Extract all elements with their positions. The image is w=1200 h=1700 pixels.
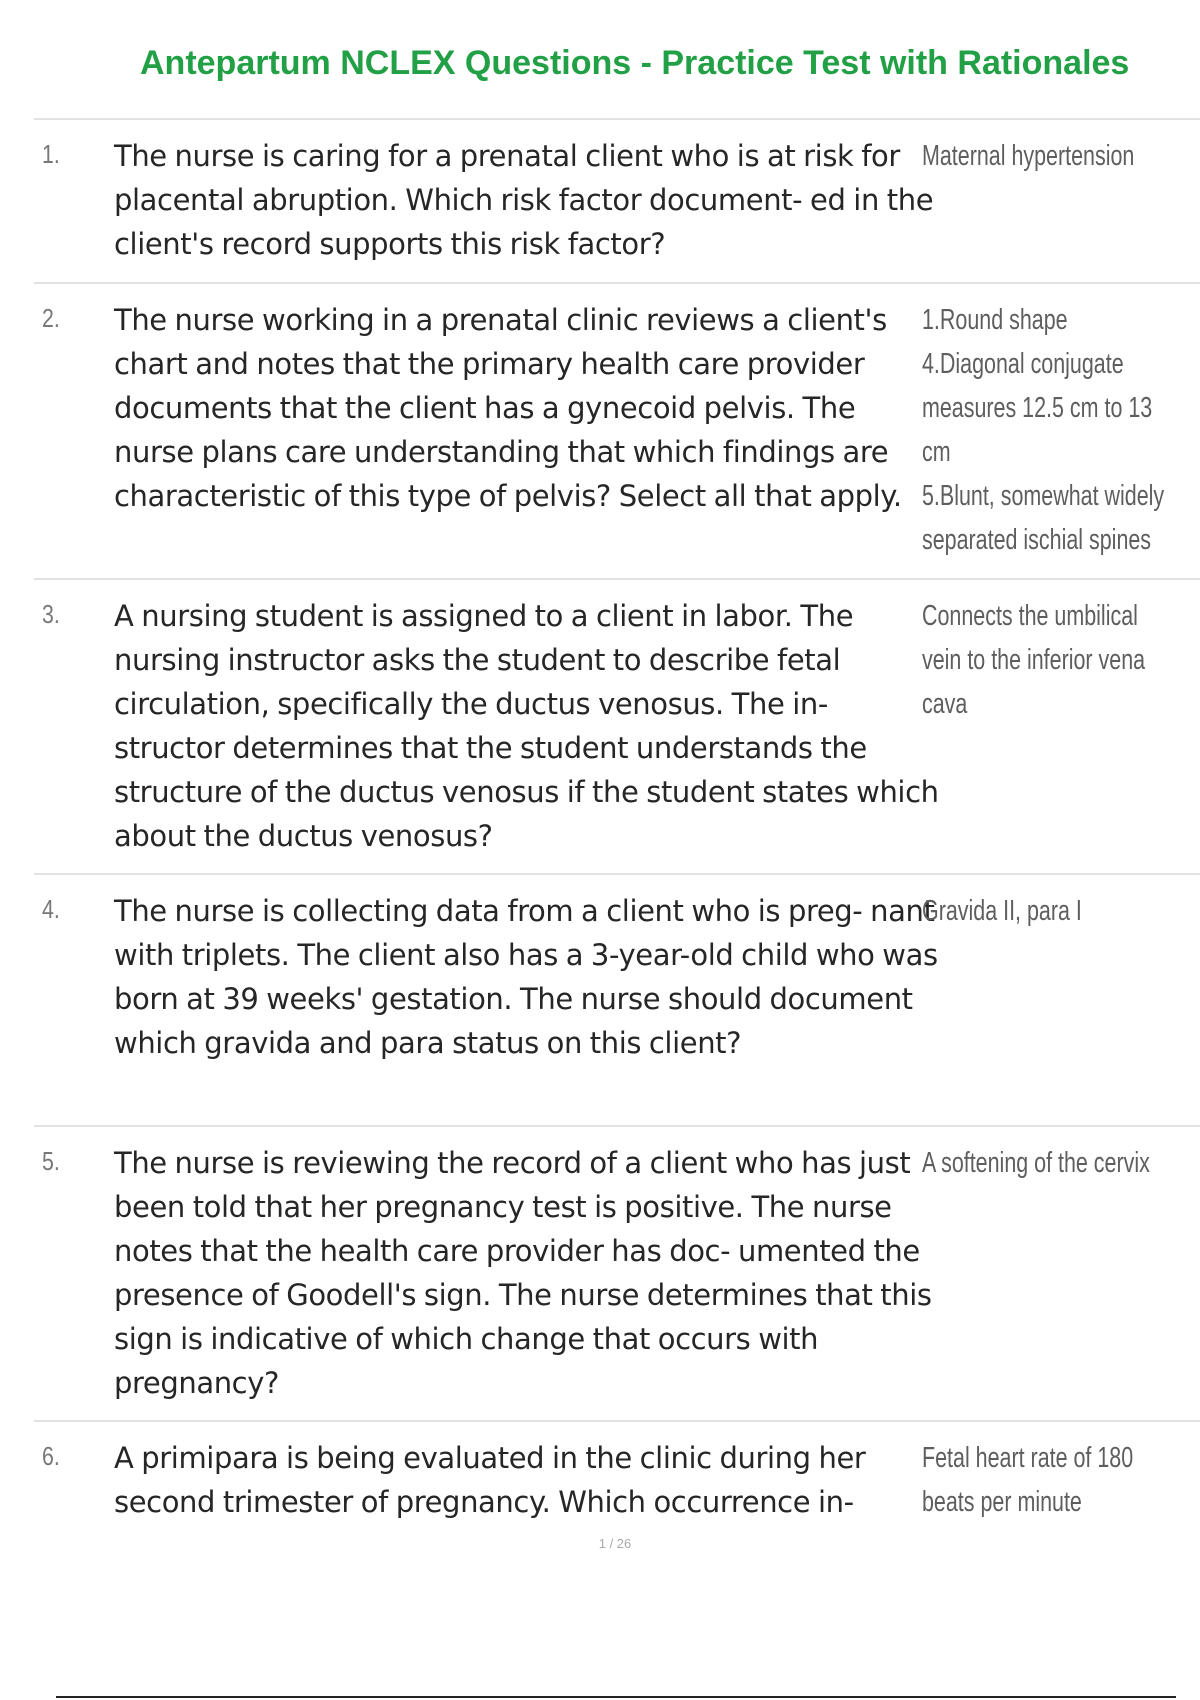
question-text: A primipara is being evaluated in the clinic during her second trimester of pregnancy. Which occurrence in-: [114, 1441, 866, 1519]
question-row-1: [34, 120, 1200, 284]
footer-divider: [56, 1696, 1176, 1698]
question-text: The nurse is caring for a prenatal client who is at risk for placental abruption. Which risk factor document- ed in the client's record supports this risk factor?: [114, 139, 934, 261]
answer-text: Maternal hypertension: [922, 140, 1135, 172]
answer-text: Connects the umbilical vein to the inferior vena cava: [922, 600, 1146, 720]
question-row-5: [34, 1127, 1200, 1422]
question-text: A nursing student is assigned to a client in labor. The nursing instructor asks the student to describe fetal circulation, specifically the ductus venosus. The in- structor determines that the student understands the structure of the ductus venosus if the student states which about the ductus venosus?: [114, 599, 939, 853]
question-number: 5.: [42, 1146, 60, 1176]
question-row-6: [34, 1422, 1200, 1542]
page-number: 1 / 26: [598, 1536, 632, 1551]
document-title: Antepartum NCLEX Questions - Practice Test with Rationales: [140, 44, 1130, 82]
question-text: The nurse working in a prenatal clinic reviews a client's chart and notes that the primary health care provider documents that the client has a gynecoid pelvis. The nurse plans care understanding that which findings are characteristic of this type of pelvis? Select all that apply.: [114, 303, 902, 513]
question-number: 1.: [42, 139, 60, 169]
question-number: 2.: [42, 303, 60, 333]
question-text: The nurse is reviewing the record of a client who has just been told that her pregnancy test is positive. The nurse notes that the health care provider has doc- umented the presence of Goodell's sign. The nurse determines that this sign is indicative of which change that occurs with pregnancy?: [114, 1146, 932, 1400]
answer-text: A softening of the cervix: [922, 1147, 1150, 1179]
question-row-3: [34, 580, 1200, 875]
answer-text: 1.Round shape 4.Diagonal conjugate measures 12.5 cm to 13 cm 5.Blunt, somewhat widely separated ischial spines: [922, 304, 1165, 556]
question-list: [34, 120, 1200, 1542]
question-number: 3.: [42, 599, 60, 629]
question-row-2: [34, 284, 1200, 580]
question-row-4: [34, 875, 1200, 1127]
question-number: 4.: [42, 894, 60, 924]
question-number: 6.: [42, 1441, 60, 1471]
question-text: The nurse is collecting data from a client who is preg- nant with triplets. The client also has a 3-year-old child who was born at 39 weeks' gestation. The nurse should document which gravida and para status on this client?: [114, 894, 938, 1060]
answer-text: Fetal heart rate of 180 beats per minute: [922, 1442, 1134, 1518]
answer-text: Gravida II, para I: [922, 895, 1082, 927]
